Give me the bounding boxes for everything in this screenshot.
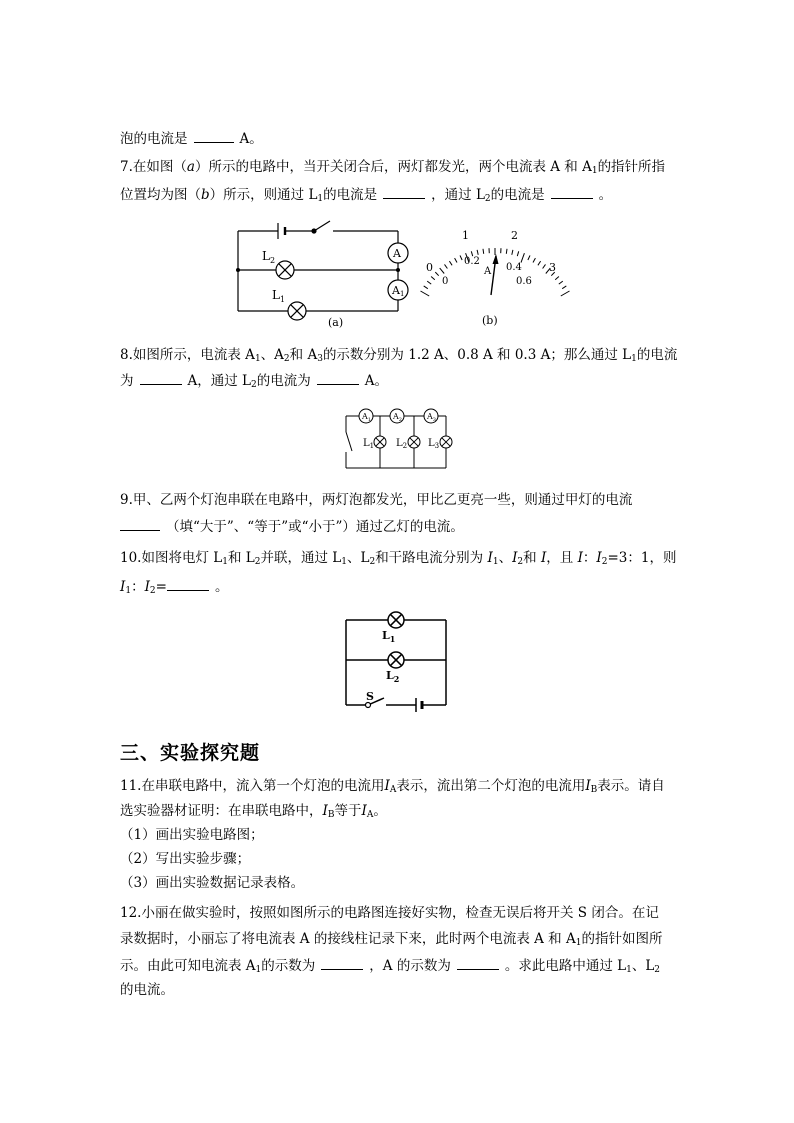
q8-text: 为 bbox=[120, 373, 134, 389]
q12-text: 的指针如图所 bbox=[581, 931, 663, 947]
lamp-l3-label: $L_3$ bbox=[428, 438, 440, 450]
q10-text: = bbox=[155, 579, 167, 595]
switch-contact bbox=[366, 703, 371, 708]
lamp-l2-label: $L_2$ bbox=[262, 249, 276, 265]
q9-line-1 bbox=[120, 490, 632, 510]
q7-text: 的电流是 bbox=[490, 187, 545, 203]
q7-text: ）所示，则通过 L bbox=[209, 187, 318, 203]
scale-upper-2: 2 bbox=[511, 229, 518, 242]
q7-number: 7. bbox=[120, 159, 133, 175]
q10-text: 和 L bbox=[227, 550, 255, 566]
scale-lower-1: 0.2 bbox=[464, 256, 480, 267]
q12-text: 1 bbox=[575, 938, 582, 948]
q8-text: 的示数分别为 1.2 A、0.8 A 和 0.3 A；那么通过 L bbox=[322, 347, 632, 363]
q10-text: 、 bbox=[498, 550, 513, 566]
q10-text: 2 bbox=[369, 557, 376, 567]
q11-step-3: （3）画出实验数据记录表格。 bbox=[120, 875, 305, 891]
q9-line-2 bbox=[120, 516, 464, 537]
q10-text: 如图将电灯 L bbox=[141, 550, 223, 566]
q7-text: b bbox=[201, 187, 210, 203]
q12-number: 12. bbox=[120, 905, 142, 921]
answer-blank[interactable] bbox=[551, 184, 593, 199]
q12-text: 示。由此可知电流表 A bbox=[120, 958, 256, 974]
q10-text: 。 bbox=[214, 579, 229, 595]
q8-text: 2 bbox=[283, 354, 290, 364]
q10-text: I bbox=[144, 579, 150, 595]
circuit-diagram-8 bbox=[338, 403, 458, 475]
q8-text: 1 bbox=[254, 354, 261, 364]
answer-blank[interactable] bbox=[167, 576, 209, 591]
q10-text: 和 bbox=[523, 550, 541, 566]
q7-text: 。 bbox=[598, 187, 613, 203]
dial-tick bbox=[533, 258, 535, 262]
q11-step-2: （2）写出实验步骤； bbox=[120, 851, 251, 867]
q7-line-1 bbox=[120, 157, 665, 177]
ammeter-a3-label: $A_3$ bbox=[427, 412, 436, 423]
lamp-l1-label: $L_1$ bbox=[363, 438, 375, 450]
lamp-l2-label: $L_2$ bbox=[386, 669, 400, 684]
dial-tick bbox=[506, 249, 507, 254]
q12-text: 的示数为 bbox=[261, 958, 316, 974]
lamp-l1-label: $L_1$ bbox=[382, 629, 396, 644]
dial-tick bbox=[559, 281, 563, 284]
q11-text: I bbox=[361, 803, 367, 819]
q7-text: ）所示的电路中，当开关闭合后，两灯都发光，两个电流表 A 和 A bbox=[194, 159, 592, 175]
scale-upper-0: 0 bbox=[426, 261, 433, 274]
q12-line-1 bbox=[120, 903, 659, 923]
q10-text: 和干路电流分别为 bbox=[375, 550, 488, 566]
q10-text: 2 bbox=[254, 557, 261, 567]
dial-tick bbox=[483, 249, 484, 254]
q12-text: 小丽在做实验时，按照如图所示的电路图连接好实物，检查无误后将开关 S 闭合。在记 bbox=[141, 905, 659, 921]
q12-text: 、L bbox=[631, 958, 655, 974]
q9-text: 甲、乙两个灯泡串联在电路中，两灯泡都发光，甲比乙更亮一些，则通过甲灯的电流 bbox=[132, 492, 633, 508]
q10-text: ： bbox=[131, 579, 145, 595]
q8-text: 和 A bbox=[289, 347, 318, 363]
q11-text: A bbox=[366, 810, 374, 820]
q7-text: ，通过 L bbox=[431, 187, 485, 203]
q10-text: 1 bbox=[492, 557, 499, 567]
q7-text: a bbox=[186, 159, 195, 175]
figure-caption-b: (b) bbox=[482, 314, 498, 327]
q8-number: 8. bbox=[120, 347, 133, 363]
q11-text: 在串联电路中，流入第一个灯泡的电流用 bbox=[141, 778, 385, 794]
scale-lower-3: 0.6 bbox=[516, 276, 532, 287]
q11-text: A bbox=[389, 785, 397, 795]
q10-text: ，且 bbox=[546, 550, 578, 566]
q11-line-2 bbox=[120, 801, 387, 821]
dial-tick bbox=[421, 291, 430, 296]
dial-tick bbox=[435, 272, 438, 276]
q8-text: A。 bbox=[364, 373, 388, 389]
answer-blank[interactable] bbox=[457, 955, 499, 970]
q8-text: A，通过 L bbox=[187, 373, 252, 389]
answer-blank[interactable] bbox=[317, 370, 359, 385]
figure-caption-a: (a) bbox=[328, 316, 344, 329]
q9-number: 9. bbox=[120, 492, 133, 508]
q10-text: 2 bbox=[601, 557, 608, 567]
q11-text: B bbox=[590, 785, 598, 795]
q11-text: 选实验器材证明：在串联电路中， bbox=[120, 803, 323, 819]
q12-text: ，A 的示数为 bbox=[369, 958, 451, 974]
dial-tick bbox=[561, 291, 570, 296]
answer-blank[interactable] bbox=[383, 184, 425, 199]
q8-text: 的电流 bbox=[636, 347, 678, 363]
q10-text: 、L bbox=[346, 550, 370, 566]
ammeter-dial-7b bbox=[420, 222, 570, 334]
needle-tip bbox=[493, 254, 499, 264]
q12-text: 1 bbox=[626, 965, 632, 975]
answer-blank[interactable] bbox=[120, 516, 160, 531]
dial-tick bbox=[512, 250, 513, 255]
q7-text: 1 bbox=[591, 166, 598, 176]
dial-tick bbox=[431, 277, 435, 280]
q12-line-4 bbox=[120, 980, 174, 1000]
circuit-diagram-7a bbox=[230, 218, 420, 333]
dial-tick bbox=[543, 264, 546, 268]
ammeter-a1-label: A1 bbox=[392, 284, 405, 298]
q7-text: 位置均为图（ bbox=[120, 187, 201, 203]
q10-text: I bbox=[577, 550, 583, 566]
dial-tick bbox=[517, 251, 518, 256]
intro-suffix: A。 bbox=[239, 131, 263, 147]
dial-scale bbox=[421, 248, 570, 296]
dial-tick bbox=[562, 286, 566, 289]
dial-tick bbox=[449, 261, 452, 265]
q11-text: I bbox=[585, 778, 591, 794]
section-3-heading: 三、实验探究题 bbox=[120, 742, 261, 764]
q7-text: 的电流是 bbox=[323, 187, 378, 203]
q11-text: 。 bbox=[373, 803, 387, 819]
q10-text: 并联，通过 L bbox=[260, 550, 342, 566]
junction-dot bbox=[236, 268, 240, 272]
q12-text: 的电流。 bbox=[120, 982, 174, 998]
q11-step-1: （1）画出实验电路图； bbox=[120, 827, 264, 843]
q12-text: 录数据时，小丽忘了将电流表 A 的接线柱记录下来，此时两个电流表 A 和 A bbox=[120, 931, 576, 947]
q8-text: 、A bbox=[260, 347, 284, 363]
q12-line-2 bbox=[120, 929, 662, 949]
q11-text: 表示。请自 bbox=[597, 778, 665, 794]
switch-label: S bbox=[366, 690, 374, 703]
q8-text: 的电流为 bbox=[256, 373, 311, 389]
q7-text: 的指针所指 bbox=[597, 159, 666, 175]
junction-dot bbox=[396, 268, 400, 272]
q7-text: 在如图（ bbox=[132, 159, 187, 175]
scale-upper-1: 1 bbox=[462, 229, 469, 242]
q10-text: I bbox=[120, 579, 126, 595]
q10-text: 2 bbox=[149, 586, 156, 596]
q10-text: I bbox=[487, 550, 493, 566]
dial-tick bbox=[445, 264, 448, 268]
q7-text: 1 bbox=[317, 194, 324, 204]
q9-text: （填“大于”、“等于”或“小于”）通过乙灯的电流。 bbox=[166, 519, 464, 535]
dial-tick bbox=[455, 258, 457, 262]
ammeter-a1-label: $A_1$ bbox=[362, 412, 371, 423]
dial-tick bbox=[424, 286, 428, 289]
q10-text: =3：1，则 bbox=[607, 550, 677, 566]
q10-text: 1 bbox=[125, 586, 132, 596]
answer-blank[interactable] bbox=[140, 370, 182, 385]
q11-line-1 bbox=[120, 776, 665, 796]
dial-tick bbox=[528, 255, 530, 260]
q10-text: 1 bbox=[222, 557, 228, 567]
dial-tick bbox=[460, 255, 462, 260]
dial-tick bbox=[538, 261, 541, 265]
scale-lower-2: 0.4 bbox=[506, 262, 522, 273]
q11-number: 11. bbox=[120, 778, 142, 794]
q12-text: 1 bbox=[255, 965, 262, 975]
q10-text: I bbox=[540, 550, 547, 566]
dial-tick bbox=[477, 250, 478, 255]
intro-line bbox=[120, 128, 263, 149]
scale-lower-0: 0 bbox=[442, 276, 449, 287]
q8-text: 3 bbox=[317, 354, 323, 364]
answer-blank[interactable] bbox=[321, 955, 363, 970]
switch-lever[interactable] bbox=[346, 432, 352, 451]
dial-tick bbox=[427, 281, 431, 284]
q8-text: 1 bbox=[631, 354, 637, 364]
q8-text: 如图所示，电流表 A bbox=[132, 347, 255, 363]
dial-unit-label: A bbox=[484, 266, 492, 277]
q12-text: 。求此电路中通过 L bbox=[504, 958, 627, 974]
answer-blank[interactable] bbox=[194, 128, 234, 143]
q10-line-2 bbox=[120, 576, 228, 597]
lamp-l2-label: $L_2$ bbox=[396, 438, 408, 450]
q10-text: 2 bbox=[517, 557, 524, 567]
q11-text: I bbox=[384, 778, 390, 794]
q7-line-2 bbox=[120, 184, 612, 205]
q7-text: 2 bbox=[484, 194, 491, 204]
circuit-diagram-10 bbox=[340, 610, 455, 715]
q10-line-1 bbox=[120, 548, 677, 568]
q8-line-1 bbox=[120, 345, 677, 365]
q11-text: 表示，流出第二个灯泡的电流用 bbox=[396, 778, 586, 794]
q11-text: B bbox=[327, 810, 335, 820]
ammeter-a2-label: $A_2$ bbox=[393, 412, 402, 423]
q8-line-2 bbox=[120, 370, 388, 391]
q12-line-3 bbox=[120, 955, 660, 976]
dial-tick bbox=[440, 268, 445, 273]
q10-text: 1 bbox=[341, 557, 347, 567]
lamp-l1-label: $L_1$ bbox=[272, 288, 286, 304]
ammeter-a-label: A bbox=[393, 247, 401, 260]
dial-tick bbox=[555, 277, 559, 280]
q10-text: I bbox=[512, 550, 518, 566]
q10-text: I bbox=[596, 550, 602, 566]
switch-lever[interactable] bbox=[314, 221, 330, 231]
scale-upper-3: 3 bbox=[549, 261, 556, 274]
q12-text: 2 bbox=[654, 965, 661, 975]
q10-text: ： bbox=[582, 550, 597, 566]
intro-prefix: 泡的电流是 bbox=[120, 131, 188, 147]
q11-text: 等于 bbox=[334, 803, 362, 819]
q8-text: 2 bbox=[251, 380, 257, 390]
q10-number: 10. bbox=[120, 550, 142, 566]
q11-text: I bbox=[322, 803, 328, 819]
